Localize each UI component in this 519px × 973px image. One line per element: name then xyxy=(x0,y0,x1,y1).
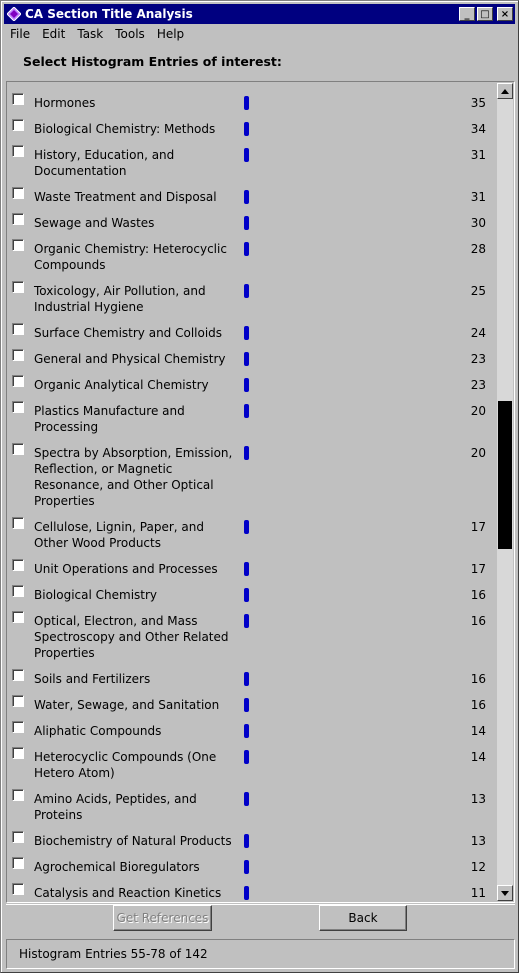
histogram-entry-row[interactable] xyxy=(8,445,498,509)
entry-checkbox[interactable] xyxy=(12,239,24,251)
menu-task[interactable]: Task xyxy=(77,27,104,41)
status-text: Histogram Entries 55-78 of 142 xyxy=(19,947,208,961)
histogram-entry-row[interactable] xyxy=(8,121,498,137)
entry-count: 24 xyxy=(470,326,486,340)
entry-label: Water, Sewage, and Sanitation xyxy=(34,698,220,712)
vertical-scrollbar[interactable] xyxy=(497,83,513,901)
menu-edit[interactable]: Edit xyxy=(42,27,66,41)
entry-count: 34 xyxy=(470,122,486,136)
menu-help[interactable]: Help xyxy=(156,27,185,41)
histogram-entry-row[interactable] xyxy=(8,325,498,341)
entry-label: Heterocyclic Compounds (One Hetero Atom) xyxy=(34,750,217,780)
entry-count: 13 xyxy=(470,834,486,848)
arrow-down-icon xyxy=(501,891,509,896)
entry-count: 11 xyxy=(470,886,486,900)
histogram-entry-row[interactable] xyxy=(8,403,498,435)
entry-label: History, Education, and Documentation xyxy=(34,148,175,178)
histogram-entry-row[interactable] xyxy=(8,241,498,273)
histogram-bar xyxy=(244,378,249,392)
histogram-list xyxy=(6,81,515,903)
entry-count: 14 xyxy=(470,724,486,738)
histogram-entry-row[interactable] xyxy=(8,95,498,111)
entry-checkbox[interactable] xyxy=(12,883,24,895)
histogram-bar xyxy=(244,148,249,162)
entry-label: Waste Treatment and Disposal xyxy=(34,190,217,204)
instruction-label: Select Histogram Entries of interest: xyxy=(23,54,282,69)
histogram-entry-row[interactable] xyxy=(8,283,498,315)
entry-count: 17 xyxy=(470,520,486,534)
entry-checkbox[interactable] xyxy=(12,611,24,623)
entry-checkbox[interactable] xyxy=(12,93,24,105)
entry-label: Optical, Electron, and Mass Spectroscopy and Other Related Properties xyxy=(34,614,229,660)
entry-label: Amino Acids, Peptides, and Proteins xyxy=(34,792,197,822)
entry-label: Sewage and Wastes xyxy=(34,216,155,230)
scroll-down-button[interactable] xyxy=(497,885,513,901)
histogram-bar xyxy=(244,216,249,230)
scroll-up-button[interactable] xyxy=(497,83,513,99)
entry-checkbox[interactable] xyxy=(12,517,24,529)
entry-label: Agrochemical Bioregulators xyxy=(34,860,200,874)
entry-label: Catalysis and Reaction Kinetics xyxy=(34,886,222,900)
entry-count: 16 xyxy=(470,698,486,712)
entry-label: Organic Chemistry: Heterocyclic Compounds xyxy=(34,242,227,272)
histogram-bar xyxy=(244,698,249,712)
entry-count: 31 xyxy=(470,148,486,162)
entry-checkbox[interactable] xyxy=(12,669,24,681)
histogram-bar xyxy=(244,446,249,460)
histogram-entry-row[interactable] xyxy=(8,833,498,849)
entry-checkbox[interactable] xyxy=(12,119,24,131)
histogram-bar xyxy=(244,190,249,204)
entry-checkbox[interactable] xyxy=(12,349,24,361)
histogram-entry-row[interactable] xyxy=(8,671,498,687)
entry-checkbox[interactable] xyxy=(12,281,24,293)
entry-checkbox[interactable] xyxy=(12,187,24,199)
entry-count: 16 xyxy=(470,588,486,602)
entry-count: 30 xyxy=(470,216,486,230)
histogram-bar xyxy=(244,122,249,136)
histogram-bar xyxy=(244,326,249,340)
back-button[interactable]: Back xyxy=(319,905,407,931)
histogram-entry-row[interactable] xyxy=(8,587,498,603)
entry-checkbox[interactable] xyxy=(12,145,24,157)
entry-checkbox[interactable] xyxy=(12,789,24,801)
arrow-up-icon xyxy=(501,89,509,94)
histogram-bar xyxy=(244,672,249,686)
entry-checkbox[interactable] xyxy=(12,721,24,733)
histogram-list-area xyxy=(8,83,498,901)
entry-label: Biological Chemistry xyxy=(34,588,158,602)
histogram-entry-row[interactable] xyxy=(8,351,498,367)
entry-count: 20 xyxy=(470,404,486,418)
entry-count: 25 xyxy=(470,284,486,298)
entry-count: 14 xyxy=(470,750,486,764)
entry-label: Unit Operations and Processes xyxy=(34,562,218,576)
entry-checkbox[interactable] xyxy=(12,747,24,759)
status-bar xyxy=(6,939,515,969)
histogram-bar xyxy=(244,724,249,738)
histogram-bar xyxy=(244,562,249,576)
entry-label: Cellulose, Lignin, Paper, and Other Wood Products xyxy=(34,520,204,550)
histogram-bar xyxy=(244,520,249,534)
entry-label: Hormones xyxy=(34,96,96,110)
entry-label: Organic Analytical Chemistry xyxy=(34,378,209,392)
histogram-entry-row[interactable] xyxy=(8,723,498,739)
entry-label: Surface Chemistry and Colloids xyxy=(34,326,223,340)
histogram-bar xyxy=(244,886,249,900)
histogram-entry-row[interactable] xyxy=(8,749,498,781)
get-references-button[interactable]: Get References xyxy=(113,905,212,931)
entry-label: Biochemistry of Natural Products xyxy=(34,834,232,848)
entry-checkbox[interactable] xyxy=(12,857,24,869)
entry-checkbox[interactable] xyxy=(12,831,24,843)
histogram-bar xyxy=(244,834,249,848)
entry-label: Biological Chemistry: Methods xyxy=(34,122,216,136)
entry-checkbox[interactable] xyxy=(12,401,24,413)
entry-count: 28 xyxy=(470,242,486,256)
entry-label: Soils and Fertilizers xyxy=(34,672,151,686)
entry-label: Toxicology, Air Pollution, and Industrial Hygiene xyxy=(34,284,206,314)
entry-label: Plastics Manufacture and Processing xyxy=(34,404,185,434)
histogram-bar xyxy=(244,96,249,110)
entry-count: 13 xyxy=(470,792,486,806)
entry-label: Aliphatic Compounds xyxy=(34,724,162,738)
histogram-entry-row[interactable] xyxy=(8,791,498,823)
histogram-bar xyxy=(244,792,249,806)
entry-checkbox[interactable] xyxy=(12,323,24,335)
histogram-entry-row[interactable] xyxy=(8,215,498,231)
scroll-thumb[interactable] xyxy=(498,401,512,549)
histogram-entry-row[interactable] xyxy=(8,859,498,875)
histogram-entry-row[interactable] xyxy=(8,561,498,577)
app-diamond-icon xyxy=(7,7,21,21)
histogram-bar xyxy=(244,284,249,298)
histogram-entry-row[interactable] xyxy=(8,189,498,205)
entry-count: 31 xyxy=(470,190,486,204)
entry-count: 23 xyxy=(470,378,486,392)
entry-checkbox[interactable] xyxy=(12,559,24,571)
menu-tools[interactable]: Tools xyxy=(115,27,145,41)
histogram-entry-row[interactable] xyxy=(8,519,498,551)
entry-count: 23 xyxy=(470,352,486,366)
entry-count: 16 xyxy=(470,614,486,628)
entry-label: General and Physical Chemistry xyxy=(34,352,226,366)
histogram-bar xyxy=(244,352,249,366)
maximize-button[interactable]: □ xyxy=(477,7,493,21)
histogram-bar xyxy=(244,860,249,874)
entry-label: Spectra by Absorption, Emission, Reflection, or Magnetic Resonance, and Other Optical Properties xyxy=(34,446,233,508)
window-title: CA Section Title Analysis xyxy=(25,7,193,21)
histogram-entry-row[interactable] xyxy=(8,377,498,393)
histogram-bar xyxy=(244,614,249,628)
title-bar[interactable] xyxy=(4,4,515,24)
histogram-entry-row[interactable] xyxy=(8,885,498,901)
entry-count: 16 xyxy=(470,672,486,686)
histogram-bar xyxy=(244,750,249,764)
entry-checkbox[interactable] xyxy=(12,213,24,225)
entry-count: 35 xyxy=(470,96,486,110)
menu-bar xyxy=(4,25,190,43)
entry-checkbox[interactable] xyxy=(12,375,24,387)
close-button[interactable]: × xyxy=(497,7,513,21)
button-row xyxy=(6,904,515,937)
entry-count: 17 xyxy=(470,562,486,576)
menu-file[interactable]: File xyxy=(10,27,31,41)
histogram-entry-row[interactable] xyxy=(8,147,498,179)
entry-count: 12 xyxy=(470,860,486,874)
histogram-bar xyxy=(244,588,249,602)
entry-count: 20 xyxy=(470,446,486,460)
histogram-bar xyxy=(244,242,249,256)
minimize-button[interactable]: _ xyxy=(459,7,475,21)
histogram-bar xyxy=(244,404,249,418)
entry-checkbox[interactable] xyxy=(12,585,24,597)
histogram-entry-row[interactable] xyxy=(8,697,498,713)
entry-checkbox[interactable] xyxy=(12,695,24,707)
histogram-entry-row[interactable] xyxy=(8,613,498,661)
entry-checkbox[interactable] xyxy=(12,443,24,455)
